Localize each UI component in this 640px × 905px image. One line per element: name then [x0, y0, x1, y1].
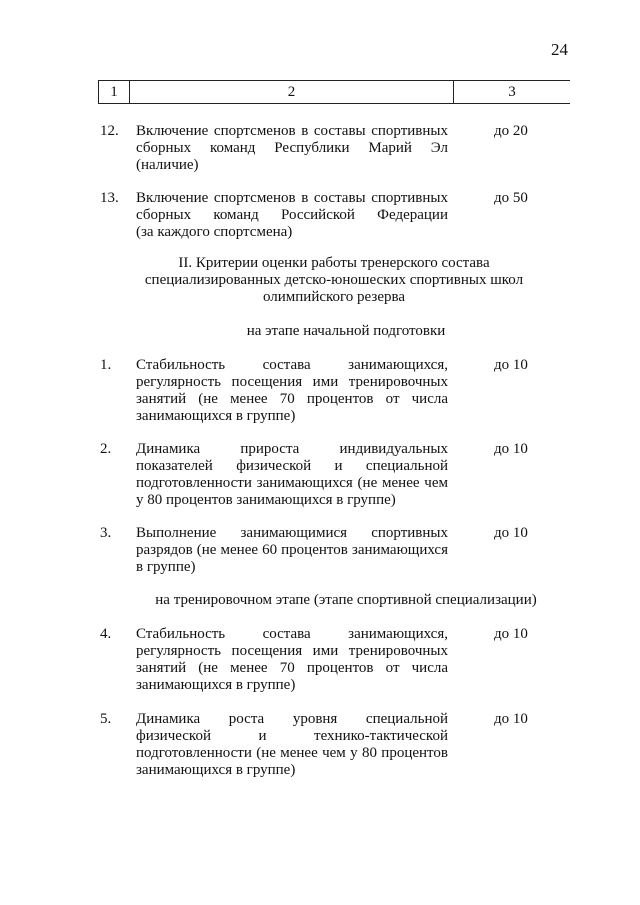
- item-text-line: сборных команд Республики Марий Эл: [136, 140, 448, 156]
- item-text-line: регулярность посещения ими тренировочных: [136, 374, 448, 390]
- item-text-line: подготовленности (не менее чем у 80 процентов: [136, 745, 448, 761]
- item-value: до 50: [494, 190, 528, 206]
- item-value: до 10: [494, 711, 528, 727]
- item-text-line: Стабильность состава занимающихся,: [136, 357, 448, 373]
- section-title-line: специализированных детско-юношеских спортивных школ: [144, 272, 524, 288]
- item-text-line: физической и технико-тактической: [136, 728, 448, 744]
- section-title: [98, 255, 570, 306]
- table-header-col-1: 1: [98, 81, 130, 103]
- page-number: 24: [551, 40, 568, 59]
- item-number: 4.: [100, 626, 112, 642]
- item-text: [136, 441, 448, 509]
- stage-heading-training: на тренировочном этапе (этапе спортивной специализации): [155, 592, 537, 608]
- item-text-line: сборных команд Российской Федерации: [136, 207, 448, 223]
- item-text-line: Выполнение занимающимися спортивных: [136, 525, 448, 541]
- table-header: [98, 80, 570, 104]
- item-value: до 20: [494, 123, 528, 139]
- item-text-line: Динамика роста уровня специальной: [136, 711, 448, 727]
- item-number: 3.: [100, 525, 112, 541]
- item-text-line: у 80 процентов занимающихся в группе): [136, 492, 396, 508]
- item-text-line: регулярность посещения ими тренировочных: [136, 643, 448, 659]
- item-number: 12.: [100, 123, 119, 139]
- item-value: до 10: [494, 441, 528, 457]
- item-text: [136, 123, 448, 174]
- table-header-col-2: 2: [130, 81, 454, 103]
- item-number: 1.: [100, 357, 112, 373]
- item-text: [136, 626, 448, 694]
- item-text-line: Включение спортсменов в составы спортивных: [136, 123, 448, 139]
- table-header-col-3: 3: [508, 83, 516, 100]
- item-text-line: разрядов (не менее 60 процентов занимающихся: [136, 542, 448, 558]
- item-value: до 10: [494, 626, 528, 642]
- item-text-line: показателей физической и специальной: [136, 458, 448, 474]
- item-text-line: подготовленности занимающихся (не менее чем: [136, 475, 448, 491]
- item-value: до 10: [494, 525, 528, 541]
- item-text-line: Динамика прироста индивидуальных: [136, 441, 448, 457]
- item-text-line: занятий (не менее 70 процентов от числа: [136, 391, 448, 407]
- item-text-line: в группе): [136, 559, 196, 575]
- item-text-line: занимающихся в группе): [136, 762, 296, 778]
- item-text: [136, 357, 448, 425]
- item-text: [136, 190, 448, 241]
- item-text-line: (наличие): [136, 157, 199, 173]
- item-text-line: занятий (не менее 70 процентов от числа: [136, 660, 448, 676]
- section-title-line: II. Критерии оценки работы тренерского состава: [178, 255, 490, 271]
- item-text: [136, 711, 448, 779]
- item-number: 5.: [100, 711, 112, 727]
- item-text-line: занимающихся в группе): [136, 408, 296, 424]
- item-text-line: занимающихся в группе): [136, 677, 296, 693]
- item-value: до 10: [494, 357, 528, 373]
- item-text: [136, 525, 448, 576]
- item-text-line: Включение спортсменов в составы спортивных: [136, 190, 448, 206]
- item-number: 2.: [100, 441, 112, 457]
- section-title-line: олимпийского резерва: [262, 289, 406, 305]
- item-text-line: (за каждого спортсмена): [136, 224, 293, 240]
- stage-heading-initial: на этапе начальной подготовки: [246, 323, 446, 339]
- item-text-line: Стабильность состава занимающихся,: [136, 626, 448, 642]
- item-number: 13.: [100, 190, 119, 206]
